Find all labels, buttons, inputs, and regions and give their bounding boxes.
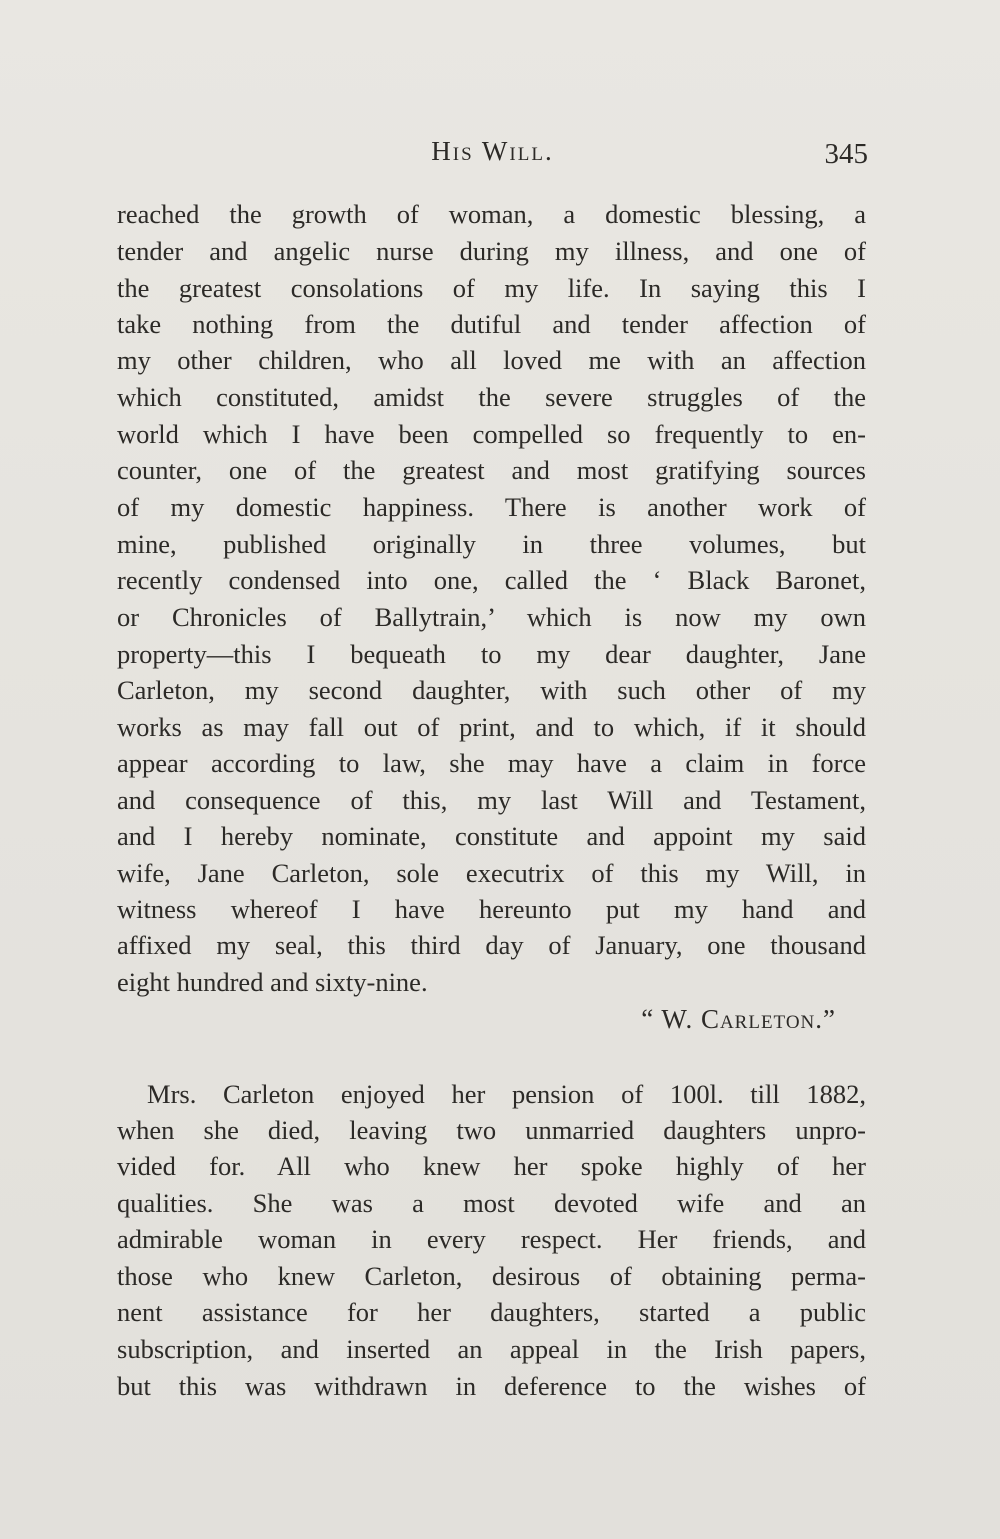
text-line: which constituted, amidst the severe struggles of the: [117, 382, 866, 412]
text-line: vided for. All who knew her spoke highly of her: [117, 1151, 866, 1181]
text-line: take nothing from the dutiful and tender affection of: [117, 309, 866, 339]
page-number: 345: [824, 138, 868, 170]
text-line: my other children, who all loved me with an affection: [117, 345, 866, 375]
text-line: property—this I bequeath to my dear daughter, Jane: [117, 639, 866, 669]
text-line: works as may fall out of print, and to which, if it should: [117, 712, 866, 742]
signature: “ W. Carleton.”: [641, 1004, 836, 1034]
text-line: tender and angelic nurse during my illness, and one of: [117, 236, 866, 266]
text-line: admirable woman in every respect. Her friends, and: [117, 1224, 866, 1254]
text-line: recently condensed into one, called the ‘ Black Baronet,: [117, 565, 866, 595]
text-line: reached the growth of woman, a domestic blessing, a: [117, 199, 866, 229]
text-line: subscription, and inserted an appeal in the Irish papers,: [117, 1334, 866, 1364]
text-line: or Chronicles of Ballytrain,’ which is now my own: [117, 602, 866, 632]
text-line: witness whereof I have hereunto put my hand and: [117, 894, 866, 924]
text-line: world which I have been compelled so frequently to en-: [117, 419, 866, 449]
text-line: nent assistance for her daughters, started a public: [117, 1297, 866, 1327]
text-line: wife, Jane Carleton, sole executrix of this my Will, in: [117, 858, 866, 888]
text-line: Carleton, my second daughter, with such other of my: [117, 675, 866, 705]
text-line: affixed my seal, this third day of January, one thousand: [117, 930, 866, 960]
text-line: when she died, leaving two unmarried daughters unpro-: [117, 1115, 866, 1145]
text-line: appear according to law, she may have a claim in force: [117, 748, 866, 778]
running-title: His Will.: [431, 136, 554, 166]
running-head: [117, 136, 868, 176]
text-line: those who knew Carleton, desirous of obtaining perma-: [117, 1261, 866, 1291]
text-line: the greatest consolations of my life. In saying this I: [117, 273, 866, 303]
text-line: qualities. She was a most devoted wife and an: [117, 1188, 866, 1218]
text-line: Mrs. Carleton enjoyed her pension of 100l. till 1882,: [147, 1079, 866, 1109]
text-line: but this was withdrawn in deference to the wishes of: [117, 1371, 866, 1401]
text-line: of my domestic happiness. There is another work of: [117, 492, 866, 522]
text-line: mine, published originally in three volumes, but: [117, 529, 866, 559]
text-line: and consequence of this, my last Will and Testament,: [117, 785, 866, 815]
text-line: eight hundred and sixty-nine.: [117, 967, 428, 997]
text-line: and I hereby nominate, constitute and appoint my said: [117, 821, 866, 851]
text-line: counter, one of the greatest and most gratifying sources: [117, 455, 866, 485]
